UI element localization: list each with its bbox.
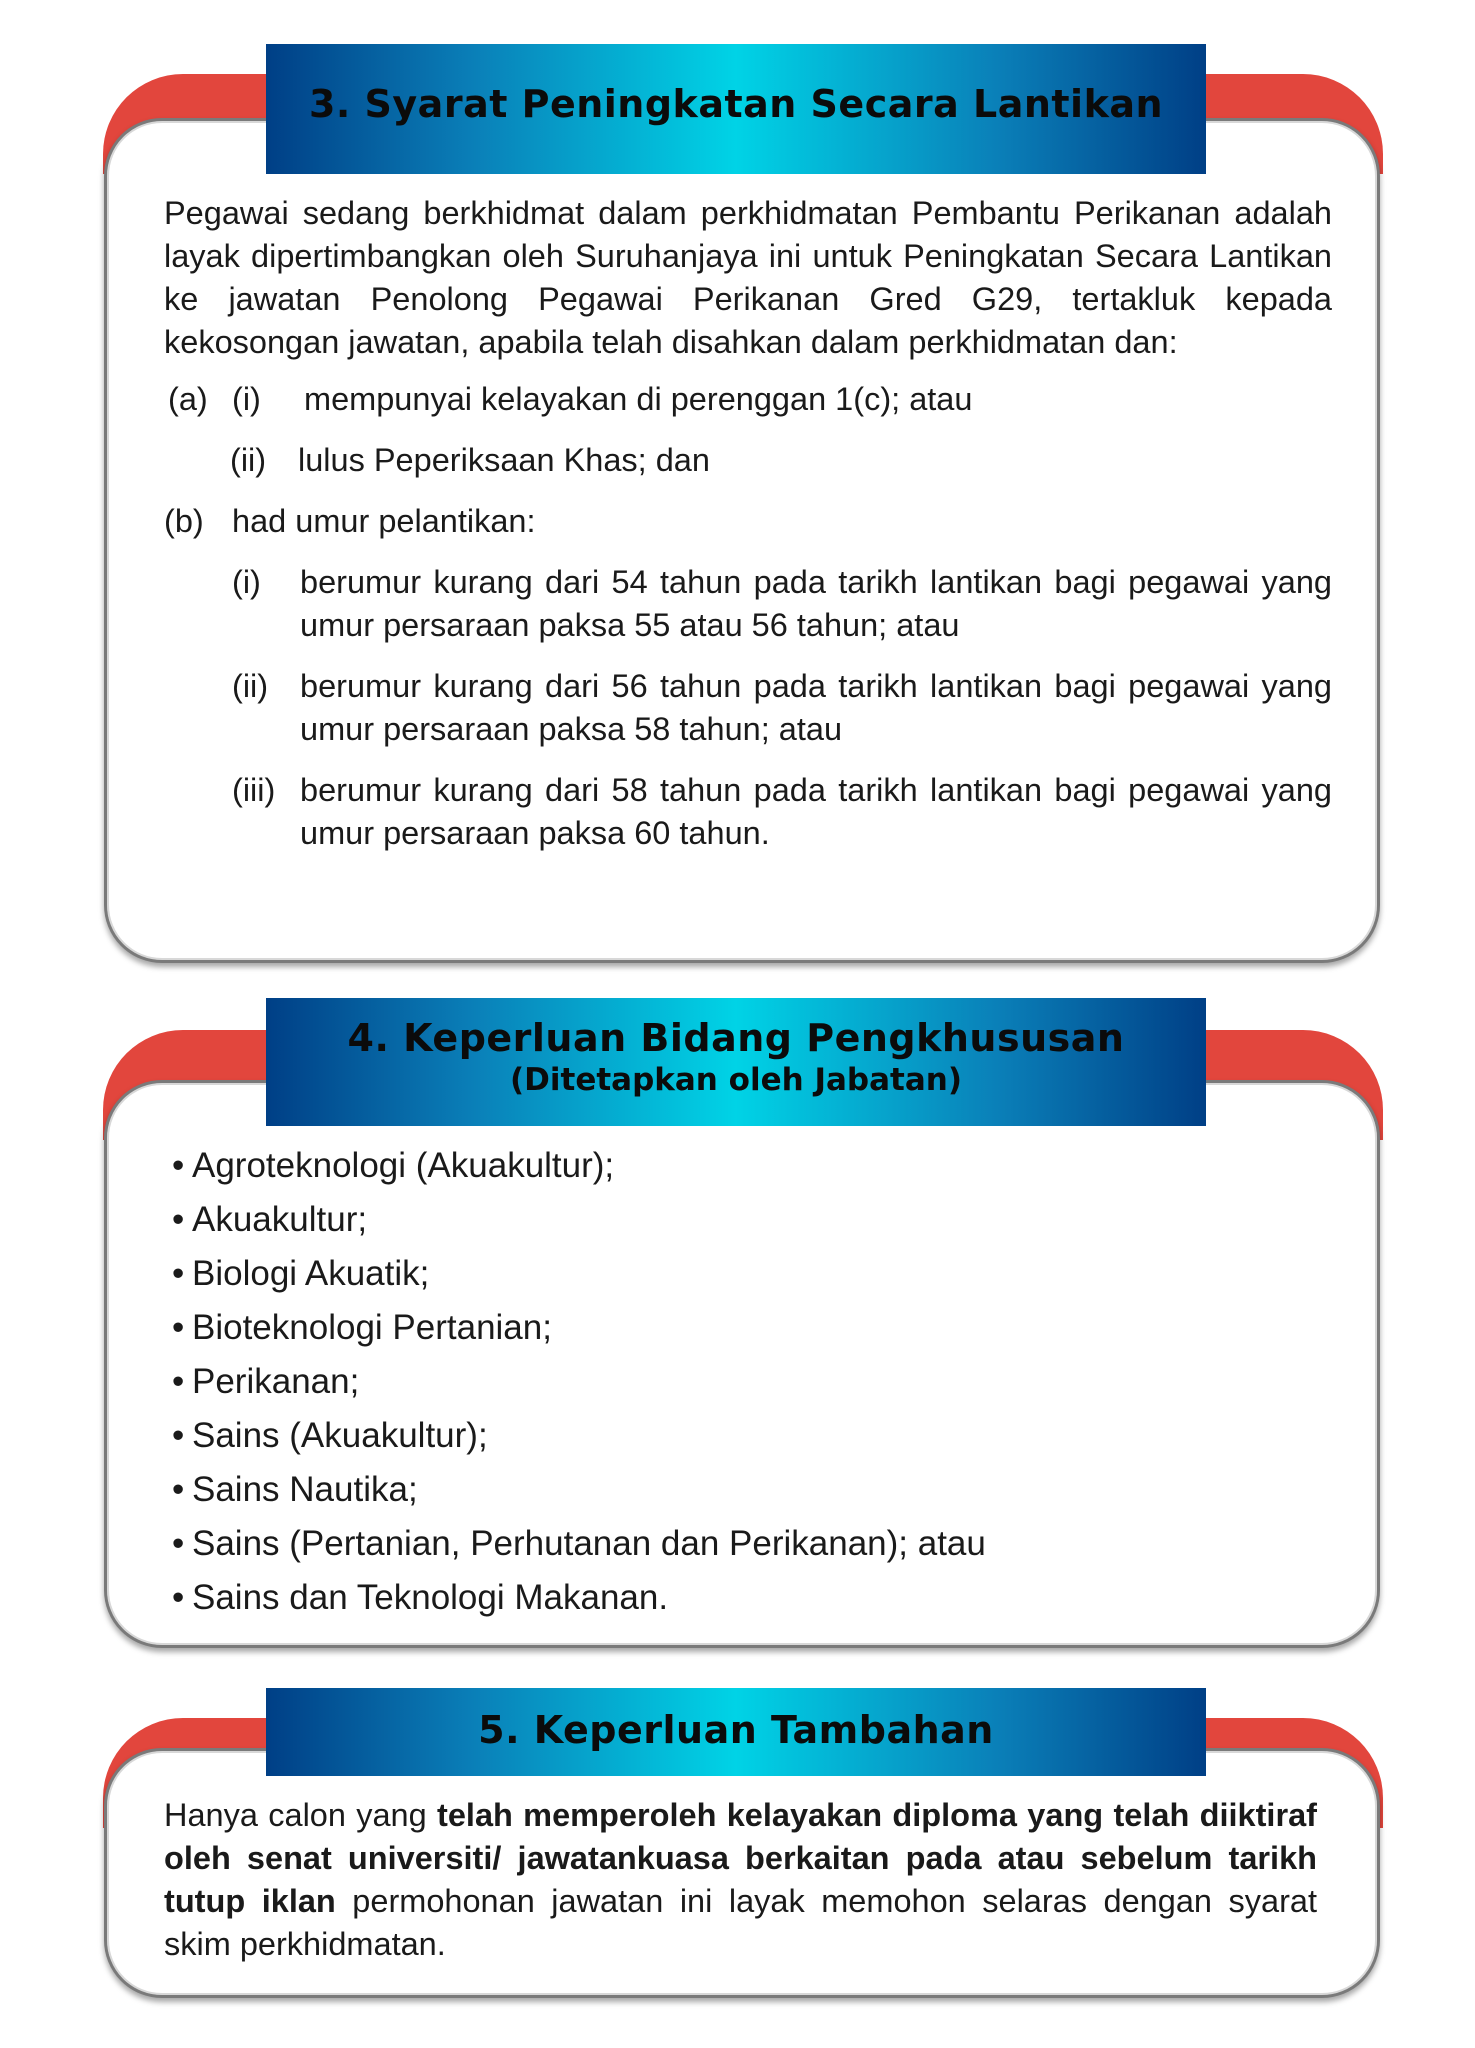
item-b-label: (b) bbox=[164, 503, 204, 539]
item-b-i-text: berumur kurang dari 54 tahun pada tarikh lantikan bagi pegawai yang umur persaraan paksa 55 atau 56 tahun; atau bbox=[300, 564, 1332, 643]
list-item: • Sains (Pertanian, Perhutanan dan Perikanan); atau bbox=[172, 1524, 986, 1563]
section-5-text-bold: telah memperoleh kelayakan diploma yang telah diiktiraf oleh senat universiti/ jawatankuasa berkaitan pada atau sebelum tarikh tutup iklan bbox=[164, 1797, 1317, 1919]
item-a-i-text: mempunyai kelayakan di perenggan 1(c); atau bbox=[304, 381, 973, 417]
item-a-ii-label: (ii) bbox=[230, 442, 267, 478]
section-5-title: 5. Keperluan Tambahan bbox=[478, 1708, 994, 1752]
section-4-subtitle: (Ditetapkan oleh Jabatan) bbox=[509, 1062, 963, 1098]
section-4-title: 4. Keperluan Bidang Pengkhususan bbox=[347, 1016, 1125, 1060]
section-5-text-post: permohonan jawatan ini layak memohon selaras dengan syarat skim perkhidmatan. bbox=[164, 1883, 1317, 1962]
list-item: • Bioteknologi Pertanian; bbox=[172, 1308, 552, 1347]
item-b-ii-label: (ii) bbox=[232, 668, 269, 704]
list-item: • Akuakultur; bbox=[172, 1200, 368, 1239]
section-3-title: 3. Syarat Peningkatan Secara Lantikan bbox=[308, 82, 1164, 126]
item-b-text: had umur pelantikan: bbox=[232, 503, 536, 539]
item-b-iii-text: berumur kurang dari 58 tahun pada tarikh lantikan bagi pegawai yang umur persaraan paksa 60 tahun. bbox=[300, 772, 1332, 851]
item-b-i-label: (i) bbox=[232, 564, 261, 600]
list-item: • Sains dan Teknologi Makanan. bbox=[172, 1578, 669, 1617]
item-a-ii-text: lulus Peperiksaan Khas; dan bbox=[298, 442, 710, 478]
section-5-banner bbox=[266, 1688, 1206, 1776]
section-5-text-pre: Hanya calon yang bbox=[164, 1797, 438, 1833]
item-b-ii-text: berumur kurang dari 56 tahun pada tarikh lantikan bagi pegawai yang umur persaraan paksa 58 tahun; atau bbox=[300, 668, 1332, 747]
section-3-intro: Pegawai sedang berkhidmat dalam perkhidmatan Pembantu Perikanan adalah layak dipertimbangkan oleh Suruhanjaya ini untuk Peningkatan Secara Lantikan ke jawatan Penolong Pegawai Perikanan Gred G29, tertakluk kepada kekosongan jawatan, apabila telah disahkan dalam perkhidmatan dan: bbox=[164, 195, 1332, 360]
item-a-i-label: (i) bbox=[232, 381, 261, 417]
item-b-iii-label: (iii) bbox=[232, 772, 276, 808]
list-item: • Biologi Akuatik; bbox=[172, 1254, 430, 1293]
item-a-label: (a) bbox=[168, 381, 208, 417]
list-item: • Agroteknologi (Akuakultur); bbox=[172, 1146, 615, 1185]
list-item: • Sains (Akuakultur); bbox=[172, 1416, 488, 1455]
section-5-body bbox=[164, 1794, 1317, 1966]
list-item: • Sains Nautika; bbox=[172, 1470, 418, 1509]
list-item: • Perikanan; bbox=[172, 1362, 360, 1401]
